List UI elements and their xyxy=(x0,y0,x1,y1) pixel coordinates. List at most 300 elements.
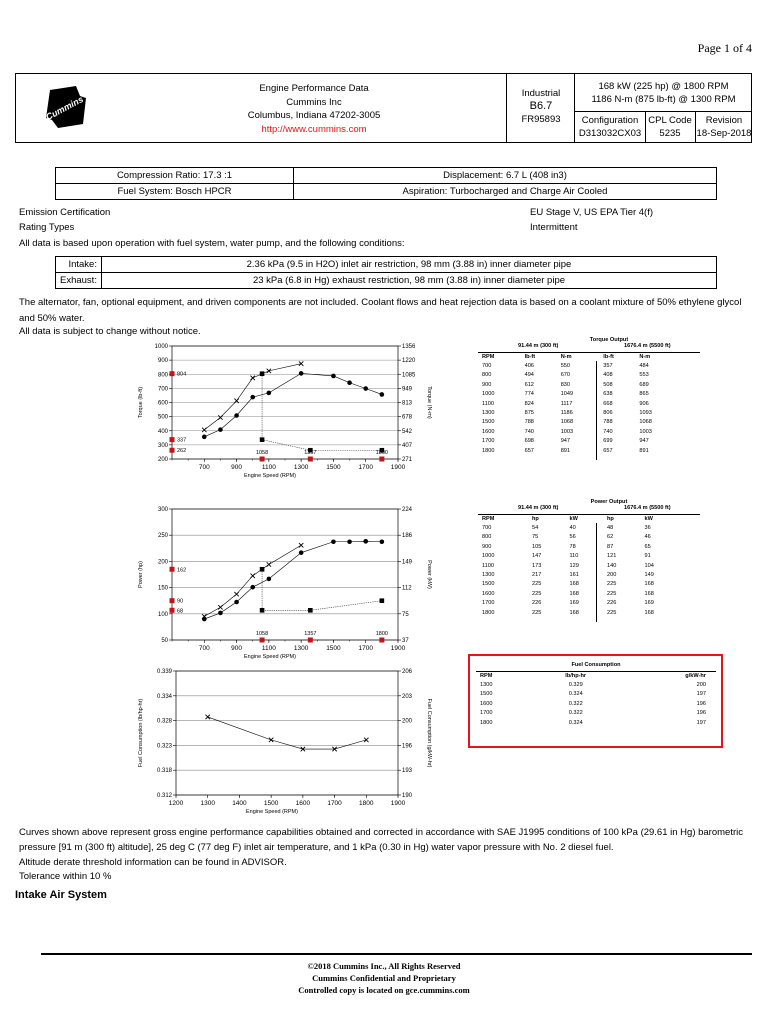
table-cell: 1068 xyxy=(639,419,652,426)
table-cell: 800 xyxy=(482,372,492,379)
table-cell: 54 xyxy=(531,525,539,532)
note-components: The alternator, fan, optional equipment, and driven components are not included. Coolant flows and heat rejection data is based on a coolant mixture of 50% ethylene glycol and 50% water. xyxy=(19,297,742,324)
y2-tick-label: 75 xyxy=(402,611,409,618)
y2-tick-label: 200 xyxy=(402,718,413,725)
cpl-value: 5235 xyxy=(659,128,681,139)
rating-label: Rating Types xyxy=(19,222,75,233)
y2-tick-label: 407 xyxy=(402,442,413,449)
table-cell: 56 xyxy=(569,534,576,541)
table-row xyxy=(482,427,682,436)
table-cell: 161 xyxy=(569,572,579,579)
table-cell: 0.322 xyxy=(568,710,583,717)
x-marker-label: 1058 xyxy=(255,631,269,637)
table-cell: 1100 xyxy=(482,562,495,569)
table-header-row xyxy=(480,671,706,680)
table-cell: 168 xyxy=(569,581,579,588)
y2-tick-label: 196 xyxy=(402,743,413,750)
fuel-table xyxy=(480,671,706,727)
table-cell: 553 xyxy=(639,372,649,379)
application-type: Industrial xyxy=(521,88,561,99)
table-cell: 657 xyxy=(524,447,534,454)
table-row xyxy=(480,709,706,718)
rating-value: Intermittent xyxy=(530,222,578,233)
data-point xyxy=(234,600,239,605)
y-tick-label: 300 xyxy=(157,507,168,513)
fuel-table-block xyxy=(476,662,716,727)
table-cell: 110 xyxy=(569,553,579,560)
data-point xyxy=(347,539,352,544)
y-marker xyxy=(170,567,175,572)
table-cell: 0.329 xyxy=(568,682,583,689)
y2-tick-label: 193 xyxy=(402,768,413,775)
fuel-system: Fuel System: Bosch HPCR xyxy=(56,184,294,200)
data-point xyxy=(267,577,272,582)
data-point xyxy=(218,427,223,432)
table-cell: 700 xyxy=(482,525,492,532)
y-marker-label: 162 xyxy=(177,567,187,574)
table-row xyxy=(482,589,682,598)
torque-alt2: 1676.4 m (5500 ft) xyxy=(624,343,671,349)
y2-tick-label: 949 xyxy=(402,386,413,393)
exhaust-label: Exhaust: xyxy=(56,273,102,289)
y-marker xyxy=(170,608,175,613)
power-table-block xyxy=(478,499,700,617)
y-tick-label: 200 xyxy=(157,457,168,463)
data-point xyxy=(380,598,385,603)
y-marker-label: 68 xyxy=(177,608,184,615)
data-point xyxy=(380,539,385,544)
y-tick-label: 700 xyxy=(157,386,168,393)
table-row xyxy=(482,390,682,399)
specs-table xyxy=(55,167,717,200)
table-cell: 48 xyxy=(606,525,614,532)
column-header: lb-ft xyxy=(524,353,536,360)
y-tick-label: 0.318 xyxy=(156,768,172,775)
y-tick-label: 900 xyxy=(157,358,168,365)
data-point xyxy=(234,592,238,596)
x-marker-label: 1357 xyxy=(304,450,317,456)
data-point xyxy=(363,386,368,391)
x-tick-label: 1500 xyxy=(326,464,341,471)
header-model xyxy=(506,74,575,142)
table-cell: 947 xyxy=(560,438,571,445)
power-table-title: Power Output xyxy=(590,499,628,505)
table-cell: 806 xyxy=(603,410,613,417)
table-row xyxy=(482,418,682,427)
revision-value: 18-Sep-2018 xyxy=(696,128,752,139)
table-cell: 1700 xyxy=(482,438,495,445)
x-tick-label: 1900 xyxy=(390,800,406,807)
table-cell: 1100 xyxy=(482,400,495,407)
table-cell: 699 xyxy=(603,438,613,445)
footer-copyright: ©2018 Cummins Inc., All Rights Reserved xyxy=(307,961,461,971)
table-cell: 0.324 xyxy=(568,719,583,726)
logo-area xyxy=(16,74,111,142)
table-cell: 1186 xyxy=(560,410,573,417)
x-marker xyxy=(379,638,384,643)
x-marker xyxy=(260,638,265,643)
data-point xyxy=(260,437,265,442)
x-tick-label: 1400 xyxy=(232,800,247,807)
table-cell: 225 xyxy=(606,590,617,597)
data-point xyxy=(299,361,303,365)
table-cell: 1000 xyxy=(482,553,495,560)
column-header: N-m xyxy=(560,353,572,360)
column-header: RPM xyxy=(482,515,495,522)
table-cell: 800 xyxy=(482,534,492,541)
y-axis-label: Power (hp) xyxy=(138,561,144,588)
y2-axis-label: Torque (N-m) xyxy=(426,386,432,419)
table-row xyxy=(482,570,682,579)
table-cell: 1300 xyxy=(480,682,493,689)
series-line xyxy=(208,717,367,749)
table-cell: 865 xyxy=(639,391,649,398)
x-marker-label: 1058 xyxy=(255,450,269,456)
table-cell: 197 xyxy=(696,691,706,698)
table-cell: 169 xyxy=(644,600,654,607)
table-cell: 740 xyxy=(603,428,613,435)
table-cell: 75 xyxy=(531,534,539,541)
fuel-table-title: Fuel Consumption xyxy=(571,662,621,668)
data-point xyxy=(250,585,255,590)
header-info xyxy=(111,74,517,142)
series-line xyxy=(262,569,382,610)
intake-value: 2.36 kPa (9.5 in H2O) inlet air restriction, 98 mm (3.88 in) inner diameter pipe xyxy=(101,257,716,273)
table-cell: 1600 xyxy=(482,590,495,597)
column-header: g/kW-hr xyxy=(685,672,706,679)
table-cell: 78 xyxy=(569,543,576,550)
x-tick-label: 1800 xyxy=(359,800,374,807)
data-point xyxy=(299,371,304,376)
table-cell: 1003 xyxy=(639,428,652,435)
table-cell: 508 xyxy=(603,381,613,388)
data-point xyxy=(308,608,313,613)
data-point xyxy=(267,369,271,373)
exhaust-value: 23 kPa (6.8 in Hg) exhaust restriction, 98 mm (3.88 in) inner diameter pipe xyxy=(101,273,716,289)
x-tick-label: 1100 xyxy=(261,464,276,471)
table-cell: 1117 xyxy=(560,400,573,407)
table-cell: 225 xyxy=(531,590,542,597)
x-marker xyxy=(379,457,384,462)
footer xyxy=(0,960,768,996)
note-curves: Curves shown above represent gross engine performance capabilities obtained and corrected in accordance with SAE J1995 conditions of 100 kPa (29.61 in Hg) barometric pressure [91 m (300 ft) altitude], 25 deg C (77 deg F) inlet air temperature, and 1 kPa (0.30 in Hg) water vapor pressure with No. 2 diesel fuel. xyxy=(19,827,743,853)
table-cell: 225 xyxy=(606,581,617,588)
y-marker-label: 90 xyxy=(177,598,184,605)
table-cell: 657 xyxy=(603,447,613,454)
table-cell: 900 xyxy=(482,381,492,388)
table-cell: 357 xyxy=(603,363,613,370)
table-cell: 668 xyxy=(603,400,613,407)
footer-rule xyxy=(41,953,752,955)
x-tick-label: 1700 xyxy=(358,464,373,471)
table-row xyxy=(482,533,682,542)
y-marker xyxy=(170,598,175,603)
table-cell: 62 xyxy=(606,534,614,541)
table-cell: 1500 xyxy=(480,691,493,698)
data-point xyxy=(202,428,206,432)
engine-model: B6.7 xyxy=(529,100,553,112)
table-cell: 0.324 xyxy=(568,691,583,698)
y-tick-label: 0.328 xyxy=(156,718,172,725)
y2-tick-label: 149 xyxy=(402,559,413,566)
y2-tick-label: 224 xyxy=(402,507,413,513)
x-tick-label: 1200 xyxy=(168,800,184,807)
data-point xyxy=(260,371,265,376)
table-cell: 830 xyxy=(560,381,571,388)
table-cell: 169 xyxy=(569,600,579,607)
data-point xyxy=(218,611,223,616)
table-row xyxy=(482,599,682,608)
x-tick-label: 1700 xyxy=(327,800,342,807)
y2-tick-label: 37 xyxy=(402,638,409,644)
table-cell: 689 xyxy=(639,381,649,388)
table-cell: 1068 xyxy=(560,419,574,426)
table-cell: 121 xyxy=(606,553,617,560)
table-cell: 40 xyxy=(569,525,576,532)
data-point xyxy=(299,550,304,555)
table-cell: 1300 xyxy=(482,410,495,417)
x-tick-label: 1900 xyxy=(390,464,406,471)
x-tick-label: 1500 xyxy=(263,800,279,807)
table-row xyxy=(482,608,682,617)
y2-tick-label: 206 xyxy=(402,669,413,675)
header-url-link[interactable]: http://www.cummins.com xyxy=(261,123,367,135)
y-tick-label: 150 xyxy=(157,585,168,592)
data-point xyxy=(202,435,207,440)
y-marker-label: 804 xyxy=(177,371,187,378)
column-header: lb-ft xyxy=(603,353,614,360)
y2-tick-label: 203 xyxy=(402,693,413,700)
table-cell: 0.322 xyxy=(568,700,583,707)
data-point xyxy=(218,415,222,419)
footer-confidential: Cummins Confidential and Proprietary xyxy=(312,973,456,983)
x-marker xyxy=(260,457,265,462)
header-address: Columbus, Indiana 47202-3005 xyxy=(247,110,381,121)
x-axis-label: Engine Speed (RPM) xyxy=(244,654,296,660)
table-cell: 740 xyxy=(524,428,534,435)
data-point xyxy=(331,374,336,379)
data-point xyxy=(250,395,255,400)
x-tick-label: 700 xyxy=(198,645,210,652)
column-header: hp xyxy=(606,515,614,522)
table-cell: 700 xyxy=(482,363,492,370)
x-marker xyxy=(308,457,313,462)
table-header-row xyxy=(482,514,682,523)
table-row xyxy=(482,446,682,455)
x-marker-label: 1357 xyxy=(304,631,317,637)
series-line xyxy=(262,374,382,451)
series-line xyxy=(204,541,382,619)
y-tick-label: 0.312 xyxy=(156,793,172,799)
note-altitude: Altitude derate threshold information can be found in ADVISOR. xyxy=(19,857,287,868)
y2-tick-label: 186 xyxy=(402,533,413,540)
x-tick-label: 1300 xyxy=(200,800,215,807)
y-tick-label: 800 xyxy=(157,372,168,379)
data-point xyxy=(260,608,265,613)
table-cell: 168 xyxy=(644,581,654,588)
x-tick-label: 1600 xyxy=(295,800,311,807)
table-cell: 1093 xyxy=(639,410,652,417)
configuration-value: D313032CX03 xyxy=(578,128,642,139)
table-cell: 104 xyxy=(644,562,654,569)
y2-axis-label: Power (kW) xyxy=(426,560,432,589)
displacement: Displacement: 6.7 L (408 in3) xyxy=(294,168,717,184)
table-cell: 670 xyxy=(560,372,571,379)
y-marker xyxy=(170,371,175,376)
table-cell: 612 xyxy=(524,381,534,388)
aspiration: Aspiration: Turbocharged and Charge Air Cooled xyxy=(294,184,717,200)
x-axis-label: Engine Speed (RPM) xyxy=(246,809,298,815)
table-row xyxy=(480,718,706,727)
table-cell: 200 xyxy=(606,572,617,579)
table-cell: 406 xyxy=(524,363,534,370)
table-cell: 200 xyxy=(696,682,706,689)
y-tick-label: 500 xyxy=(157,414,168,421)
table-row xyxy=(482,361,682,370)
data-point xyxy=(299,543,303,547)
table-row xyxy=(482,408,682,417)
table-row xyxy=(480,699,706,708)
table-cell: 149 xyxy=(644,572,654,579)
y2-tick-label: 813 xyxy=(402,400,413,407)
power-rating: 168 kW (225 hp) @ 1800 RPM xyxy=(598,81,729,92)
configuration-label: Configuration xyxy=(581,115,639,126)
column-header: lb/hp-hr xyxy=(565,672,587,679)
series-line xyxy=(204,373,382,436)
note-tolerance: Tolerance within 10 % xyxy=(19,871,112,882)
revision-label: Revision xyxy=(705,115,743,126)
cummins-logo xyxy=(16,74,111,142)
y-tick-label: 600 xyxy=(157,400,168,407)
section-heading: Intake Air System xyxy=(15,889,107,901)
table-cell: 168 xyxy=(644,609,654,616)
table-cell: 197 xyxy=(696,719,706,726)
table-cell: 550 xyxy=(560,363,571,370)
data-point xyxy=(234,413,239,418)
y-tick-label: 1000 xyxy=(154,344,168,350)
emission-label: Emission Certification xyxy=(19,207,111,218)
table-row xyxy=(482,371,682,380)
torque-chart xyxy=(134,340,432,500)
table-row xyxy=(480,680,706,689)
y-marker xyxy=(170,448,175,453)
table-row xyxy=(482,399,682,408)
table-cell: 788 xyxy=(524,419,534,426)
table-cell: 900 xyxy=(482,543,492,550)
table-cell: 1500 xyxy=(482,419,495,426)
x-tick-label: 1500 xyxy=(326,645,341,652)
header-box xyxy=(15,73,752,143)
data-point xyxy=(363,539,368,544)
table-row xyxy=(482,542,682,551)
y2-tick-label: 542 xyxy=(402,428,413,435)
x-tick-label: 700 xyxy=(198,464,210,471)
table-cell: 1049 xyxy=(560,391,574,398)
table-cell: 36 xyxy=(644,525,651,532)
data-point xyxy=(347,380,352,385)
table-cell: 91 xyxy=(644,553,651,560)
x-tick-label: 1300 xyxy=(293,464,309,471)
y-marker xyxy=(170,437,175,442)
y2-axis-label: Fuel Consumption (g/kW-hr) xyxy=(426,698,432,768)
header-title: Engine Performance Data xyxy=(259,83,369,94)
data-point xyxy=(267,391,272,396)
table-cell: 1600 xyxy=(480,700,493,707)
y-tick-label: 300 xyxy=(157,442,168,449)
y2-tick-label: 1356 xyxy=(402,344,416,350)
logo-text: Cummins xyxy=(44,94,85,123)
table-cell: 1700 xyxy=(480,710,493,717)
y-tick-label: 0.334 xyxy=(156,693,172,700)
compression-ratio: Compression Ratio: 17.3 :1 xyxy=(56,168,294,184)
torque-alt1: 91.44 m (300 ft) xyxy=(518,343,559,349)
page-number: Page 1 of 4 xyxy=(697,41,752,55)
table-cell: 1600 xyxy=(482,428,495,435)
fr-number: FR95893 xyxy=(521,114,561,125)
table-cell: 147 xyxy=(531,553,542,560)
table-cell: 225 xyxy=(531,581,542,588)
y-tick-label: 0.339 xyxy=(156,669,172,675)
y2-tick-label: 271 xyxy=(402,457,413,463)
table-cell: 906 xyxy=(639,400,649,407)
table-row xyxy=(482,380,682,389)
y-tick-label: 50 xyxy=(161,638,168,644)
header-rating xyxy=(574,74,752,142)
table-row xyxy=(482,523,682,532)
x-marker-label: 1800 xyxy=(375,450,388,456)
data-point xyxy=(269,738,273,742)
data-point xyxy=(251,376,255,380)
table-cell: 65 xyxy=(644,543,651,550)
table-cell: 638 xyxy=(603,391,613,398)
data-point xyxy=(260,567,265,572)
table-row xyxy=(482,437,682,446)
y-marker-label: 262 xyxy=(177,448,187,455)
table-cell: 698 xyxy=(524,438,534,445)
table-cell: 217 xyxy=(531,572,542,579)
table-cell: 168 xyxy=(569,609,579,616)
x-axis-label: Engine Speed (RPM) xyxy=(244,473,296,479)
table-cell: 891 xyxy=(639,447,649,454)
table-cell: 875 xyxy=(524,410,534,417)
x-tick-label: 1100 xyxy=(261,645,276,652)
x-tick-label: 1700 xyxy=(358,645,373,652)
y2-tick-label: 112 xyxy=(402,585,412,592)
table-cell: 105 xyxy=(531,543,542,550)
data-point xyxy=(218,605,222,609)
column-header: hp xyxy=(531,515,539,522)
torque-table xyxy=(482,352,682,455)
table-cell: 1700 xyxy=(482,600,495,607)
note-change: All data is subject to change without notice. xyxy=(19,326,201,337)
y2-tick-label: 190 xyxy=(402,793,413,799)
x-tick-label: 900 xyxy=(231,645,243,652)
torque-table-block xyxy=(478,337,700,455)
table-cell: 1800 xyxy=(482,447,495,454)
table-cell: 226 xyxy=(606,600,617,607)
column-header: N-m xyxy=(639,353,651,360)
x-tick-label: 1900 xyxy=(390,645,406,652)
data-point xyxy=(202,617,207,622)
table-cell: 1300 xyxy=(482,572,495,579)
table-cell: 129 xyxy=(569,562,579,569)
table-row xyxy=(482,561,682,570)
cpl-label: CPL Code xyxy=(648,115,692,126)
table-cell: 1800 xyxy=(480,719,493,726)
data-point xyxy=(251,574,255,578)
table-cell: 225 xyxy=(606,609,617,616)
table-cell: 824 xyxy=(524,400,534,407)
